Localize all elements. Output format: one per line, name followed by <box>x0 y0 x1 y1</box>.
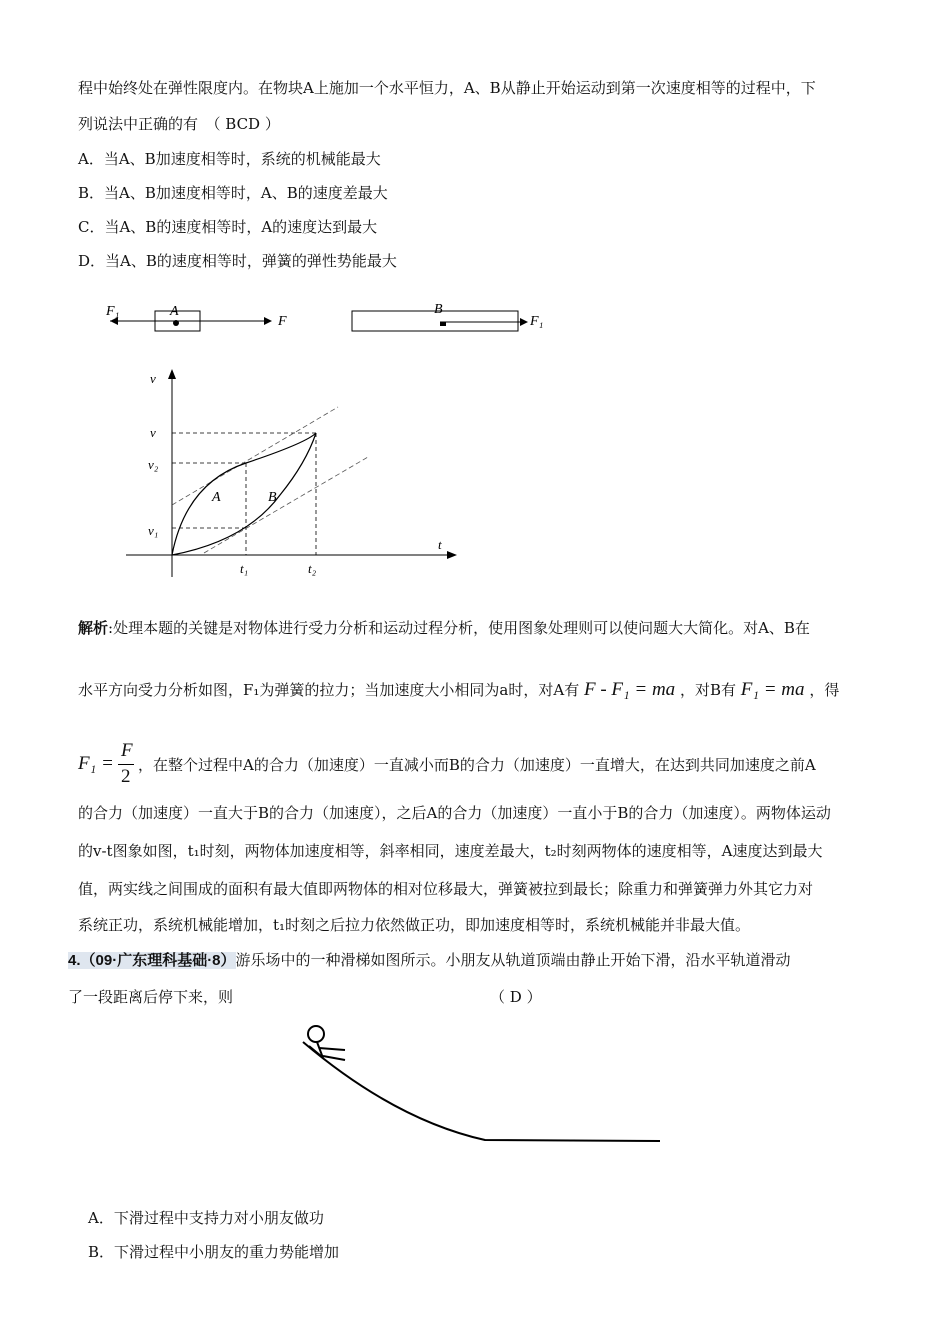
block-a-label: A <box>170 304 179 319</box>
t2-label: t₂ <box>308 561 317 576</box>
fraction-bar <box>118 764 134 765</box>
analysis-p2-prefix: 水平方向受力分析如图，F₁为弹簧的拉力；当加速度大小相同为a时，对A有 <box>78 681 580 699</box>
t1-label: t₁ <box>240 561 249 576</box>
analysis-p4: 的合力（加速度）一直大于B的合力（加速度），之后A的合力（加速度）一直小于B的合力（加速度）。两物体运动 <box>78 804 831 822</box>
force-f1-right-label: F₁ <box>530 314 544 329</box>
curve-b-label: B <box>268 490 277 505</box>
force-f-label: F <box>278 314 287 329</box>
force-diagram <box>100 295 570 340</box>
tangent-a <box>172 407 338 505</box>
equation-b: F₁ = ma <box>740 679 805 700</box>
analysis-p2-mid: ，对B有 <box>679 681 736 699</box>
q4-option-a: A．下滑过程中支持力对小朋友做功 <box>88 1209 324 1227</box>
curve-a <box>172 433 316 555</box>
analysis-line-2 <box>78 680 839 700</box>
analysis-p5: 的v-t图象如图，t₁时刻，两物体加速度相等，斜率相同，速度差最大，t₂时刻两物体的速度相等，A速度达到最大 <box>78 842 823 860</box>
child-head <box>308 1026 324 1042</box>
intro-line-2: 列说法中正确的有 （ BCD ） <box>78 115 280 133</box>
curve-a-label: A <box>212 490 221 505</box>
option-d: D．当A、B的速度相等时，弹簧的弹性势能最大 <box>78 252 397 270</box>
t-axis-arrow-icon <box>447 551 457 559</box>
analysis-p7: 系统正功，系统机械能增加，t₁时刻之后拉力依然做正功，即加速度相等时，系统机械能并非最大值。 <box>78 916 751 934</box>
slide-figure <box>295 1020 675 1150</box>
slide-track <box>303 1042 660 1141</box>
intro-line-1: 程中始终处在弹性限度内。在物块A上施加一个水平恒力，A、B从静止开始运动到第一次速度相等的过程中，下 <box>78 79 816 97</box>
child-leg <box>323 1056 345 1060</box>
option-b: B．当A、B加速度相等时，A、B的速度差最大 <box>78 184 388 202</box>
q4-number: 4.（09·广东理科基础·8） <box>68 952 236 969</box>
v2-label: v₂ <box>148 457 159 472</box>
curve-b <box>172 433 316 555</box>
force-f1-left-label: F₁ <box>106 304 120 319</box>
t-axis-label: t <box>438 537 442 552</box>
equation-c-denominator: 2 <box>121 766 131 787</box>
analysis-line-1 <box>78 618 810 638</box>
v-axis-label: v <box>150 371 156 386</box>
v1-label: v₁ <box>148 523 159 538</box>
block-b-label: B <box>434 302 443 317</box>
option-a: A．当A、B加速度相等时，系统的机械能最大 <box>78 150 381 168</box>
q4-stem-1: 游乐场中的一种滑梯如图所示。小朋友从轨道顶端由静止开始下滑，沿水平轨道滑动 <box>235 951 791 969</box>
block-b-mark <box>440 322 446 326</box>
option-c: C．当A、B的速度相等时，A的速度达到最大 <box>78 218 378 236</box>
analysis-p6: 值，两实线之间围成的面积有最大值即两物体的相对位移最大，弹簧被拉到最长；除重力和弹簧弹力外其它力对 <box>78 880 814 898</box>
v-axis-arrow-icon <box>168 369 176 379</box>
v-label: v <box>150 425 156 440</box>
q4-option-b: B．下滑过程中小朋友的重力势能增加 <box>88 1243 340 1261</box>
equation-c <box>78 740 138 790</box>
analysis-p3: ，在整个过程中A的合力（加速度）一直减小而B的合力（加速度）一直增大，在达到共同加速度之前A <box>138 756 816 774</box>
analysis-p2-end: ，得 <box>809 681 840 699</box>
analysis-label: 解析 <box>78 619 109 637</box>
equation-c-lhs: F₁ = <box>78 753 114 774</box>
arrow-right-icon <box>520 318 528 326</box>
q4-answer: （ D ） <box>490 988 542 1006</box>
equation-a: F - F₁ = ma <box>583 679 676 700</box>
analysis-p1: :处理本题的关键是对物体进行受力分析和运动过程分析，使用图象处理则可以使问题大大简化。对A、B在 <box>108 619 810 637</box>
child-arm <box>319 1048 345 1050</box>
vt-graph <box>120 365 470 585</box>
equation-c-numerator: F <box>121 740 133 761</box>
arrow-right-icon <box>264 317 272 325</box>
q4-stem-2: 了一段距离后停下来，则 <box>68 988 234 1006</box>
q4-stem-line-1 <box>68 950 791 971</box>
